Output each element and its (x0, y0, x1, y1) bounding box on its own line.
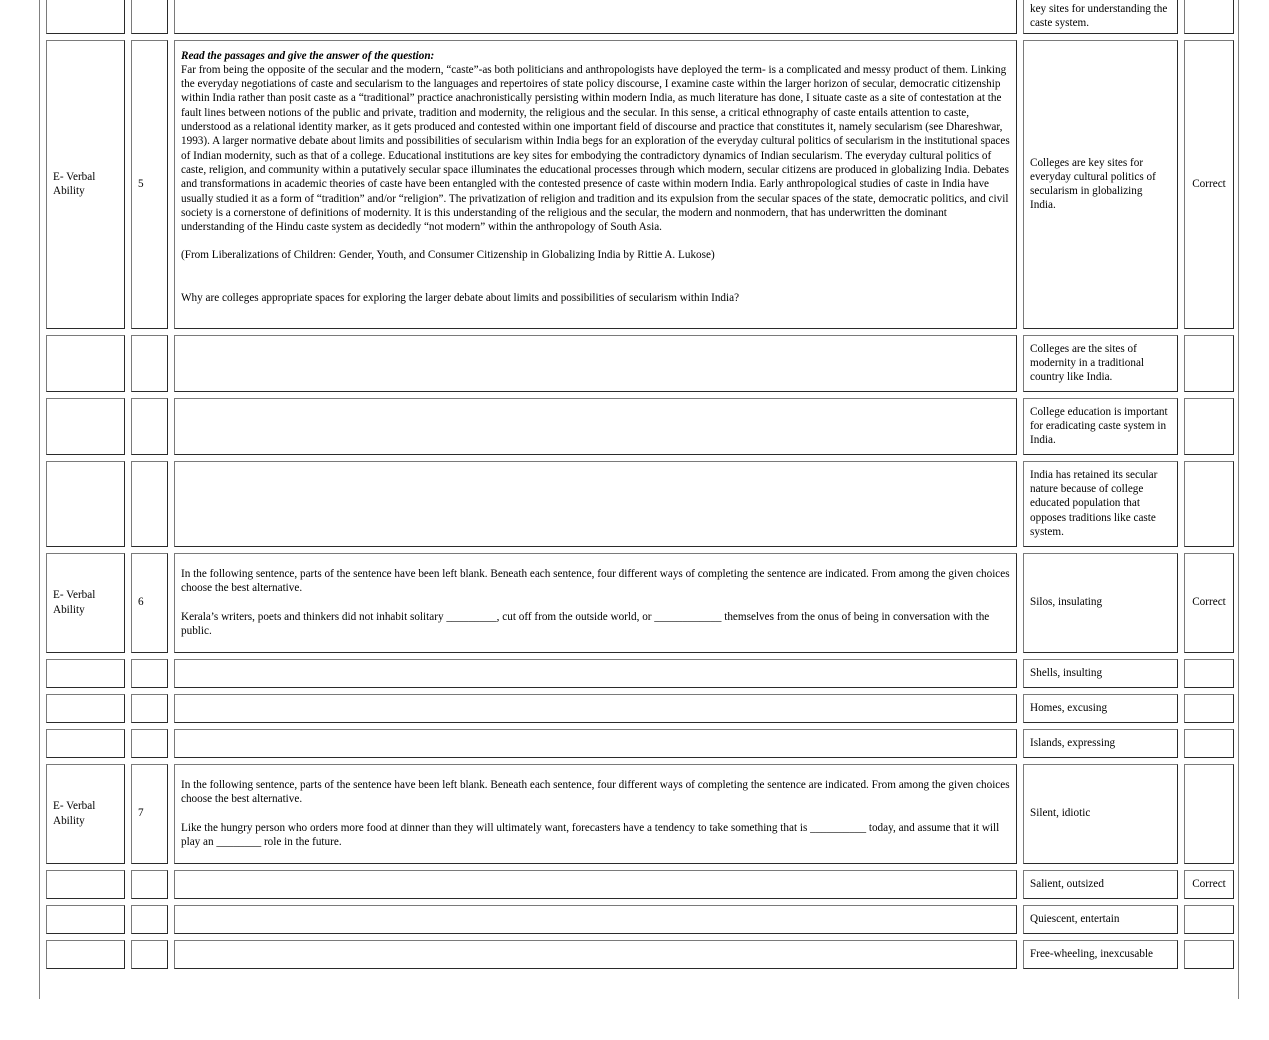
page (39, 0, 1239, 999)
table-row (46, 335, 1234, 392)
section-label: E- Verbal Ability (53, 170, 96, 198)
option-cell (1023, 694, 1178, 723)
number-cell (131, 870, 168, 899)
number-cell (131, 335, 168, 392)
status-cell (1184, 905, 1234, 934)
status-badge: Correct (1192, 177, 1226, 190)
option-text: College education is important for eradicating caste system in India. (1030, 405, 1168, 447)
option-cell (1023, 905, 1178, 934)
question-cell (174, 461, 1017, 547)
section-cell (46, 905, 125, 934)
status-cell (1184, 729, 1234, 758)
option-text: Homes, excusing (1030, 701, 1108, 714)
option-text: Islands, expressing (1030, 736, 1116, 749)
status-cell (1184, 553, 1234, 653)
section-cell (46, 0, 125, 34)
table-row (46, 0, 1234, 34)
option-cell (1023, 940, 1178, 969)
option-cell (1023, 0, 1178, 34)
section-cell (46, 870, 125, 899)
option-text: Silent, idiotic (1030, 807, 1091, 820)
table-row (46, 398, 1234, 455)
option-text: Colleges are the sites of modernity in a traditional country like India. (1030, 342, 1145, 384)
questions-table (40, 0, 1240, 975)
status-cell (1184, 659, 1234, 688)
option-text: India has retained its secular nature because of college educated population that opposes traditions like caste system. (1030, 468, 1158, 539)
table-row (46, 870, 1234, 899)
option-text: Silos, insulating (1030, 596, 1103, 609)
table-row (46, 40, 1234, 329)
section-cell (46, 940, 125, 969)
option-cell (1023, 398, 1178, 455)
section-cell (46, 398, 125, 455)
question-cell (174, 553, 1017, 653)
question-instruction: In the following sentence, parts of the sentence have been left blank. Beneath each sentence, four different ways of completing the sentence are indicated. From among the given choices choose the best alternative. (181, 779, 1010, 806)
status-cell (1184, 940, 1234, 969)
status-cell (1184, 398, 1234, 455)
section-label: E- Verbal Ability (53, 589, 96, 616)
table-row (46, 905, 1234, 934)
table-row (46, 461, 1234, 547)
option-text: Colleges are key sites for everyday cultural politics of secularism in globalizing India. (1030, 156, 1156, 212)
question-cell (174, 335, 1017, 392)
question-cell (174, 0, 1017, 34)
table-row (46, 694, 1234, 723)
question-cell (174, 870, 1017, 899)
question-cell (174, 40, 1017, 329)
option-cell (1023, 659, 1178, 688)
number-cell (131, 694, 168, 723)
option-text: Shells, insulting (1030, 666, 1103, 679)
table-row (46, 940, 1234, 969)
question-sentence: Like the hungry person who orders more food at dinner than they will ultimately want, forecasters have a tendency to take something that is __________ today, and assume that it will play an ________ role in the future. (181, 821, 1000, 848)
option-cell (1023, 40, 1178, 329)
option-cell (1023, 870, 1178, 899)
passage-source: (From Liberalizations of Children: Gender, Youth, and Consumer Citizenship in Globalizing India by Rittie A. Lukose) (181, 249, 715, 262)
question-instruction: In the following sentence, parts of the sentence have been left blank. Beneath each sentence, four different ways of completing the sentence are indicated. From among the given choices choose the best alternative. (181, 568, 1010, 595)
table-row (46, 553, 1234, 653)
question-cell (174, 729, 1017, 758)
section-label: E- Verbal Ability (53, 800, 96, 827)
question-instruction: Read the passages and give the answer of the question: (181, 49, 435, 62)
status-cell (1184, 461, 1234, 547)
question-cell (174, 940, 1017, 969)
section-cell (46, 729, 125, 758)
section-cell (46, 764, 125, 864)
number-cell (131, 729, 168, 758)
section-cell (46, 659, 125, 688)
number-cell (131, 461, 168, 547)
table-row (46, 764, 1234, 864)
option-cell (1023, 461, 1178, 547)
status-cell (1184, 764, 1234, 864)
question-text: Why are colleges appropriate spaces for exploring the larger debate about limits and possibilities of secularism within India? (181, 291, 740, 304)
status-cell (1184, 40, 1234, 329)
table-row (46, 659, 1234, 688)
option-text: Free-wheeling, inexcusable (1030, 947, 1154, 960)
question-cell (174, 905, 1017, 934)
question-cell (174, 764, 1017, 864)
section-cell (46, 553, 125, 653)
status-badge: Correct (1192, 596, 1226, 609)
status-cell (1184, 0, 1234, 34)
table-row (46, 729, 1234, 758)
status-cell (1184, 870, 1234, 899)
number-cell (131, 764, 168, 864)
number-cell (131, 398, 168, 455)
status-cell (1184, 694, 1234, 723)
section-cell (46, 694, 125, 723)
option-text: key sites for understanding the caste system. (1030, 3, 1168, 30)
status-cell (1184, 335, 1234, 392)
question-cell (174, 659, 1017, 688)
section-cell (46, 40, 125, 329)
question-cell (174, 694, 1017, 723)
option-cell (1023, 764, 1178, 864)
number-cell (131, 940, 168, 969)
passage-text: Far from being the opposite of the secular and the modern, “caste”-as both politicians and anthropologists have deployed the term- is a complicated and messy product of them. Linking the everyday negotiations of caste and secularism to the languages and repertoires of state policy discourse, I examine caste within the larger horizon of secular, democratic citizenship within India rather than posit caste as a “traditional” practice anachronistically persisting within modern India, as much literature has done, I situate caste as a site of contestation at the fault lines between notions of the public and private, tradition and modernity, the religious and the secular. In this sense, a critical ethnography of caste entails attention to caste, understood as a relational identity marker, as it gets produced and contested within one important field of discourse and practice that constitutes it, namely secularism (see Dhareshwar, 1993). A larger normative debate about limits and possibilities of secularism within India begs for an exploration of the everyday cultural politics of secularism in the institutional spaces of Indian modernity, such as that of a college. Educational institutions are key sites for embodying the contradictory dynamics of Indian secularism. The everyday cultural politics of caste, religion, and community within a putatively secular space illuminates the educational processes through which modern, secular citizens are produced in globalizing India. Debates and transformations in academic theories of caste have been entangled with the contested presence of caste within modern India. Early anthropological studies of caste in India have usually studied it as a form of “tradition” and/or “religion”. The privatization of religion and tradition and its expulsion from the secular spaces of the state, democratic politics, and civil society is a cornerstone of definitions of modernity. It is this understanding of the religious and the secular, the modern and nonmodern, that has underwritten the dominant understanding of the Hindu caste system as decidedly “not modern” within the anthropology of South Asia. (181, 63, 1010, 234)
option-cell (1023, 335, 1178, 392)
question-number: 6 (138, 596, 144, 609)
number-cell (131, 40, 168, 329)
number-cell (131, 553, 168, 653)
question-number: 7 (138, 807, 144, 820)
section-cell (46, 335, 125, 392)
number-cell (131, 905, 168, 934)
question-number: 5 (138, 177, 144, 190)
option-text: Quiescent, entertain (1030, 912, 1120, 925)
status-badge: Correct (1192, 877, 1226, 890)
question-sentence: Kerala’s writers, poets and thinkers did not inhabit solitary _________, cut off from the outside world, or ____________ themselves from the onus of being in conversation with the public. (181, 610, 990, 637)
option-text: Salient, outsized (1030, 877, 1104, 890)
question-cell (174, 398, 1017, 455)
number-cell (131, 0, 168, 34)
number-cell (131, 659, 168, 688)
option-cell (1023, 729, 1178, 758)
section-cell (46, 461, 125, 547)
option-cell (1023, 553, 1178, 653)
